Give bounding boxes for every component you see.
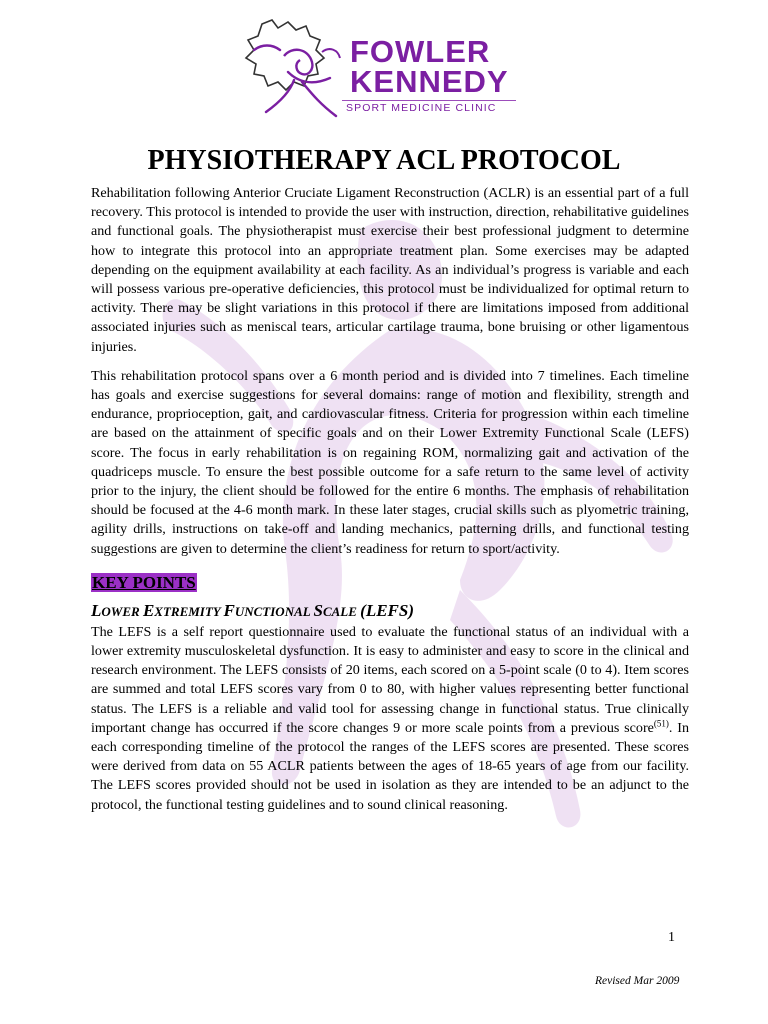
intro-paragraph-2: This rehabilitation protocol spans over a 6 month period and is divided into 7 timelines. Each timeline has goals and exercise suggestions for several domains: range of motion and flexibility, strength and endurance, proprioception, gait, and cardiovascular fitness. Criteria for progression within each timeline are based on the attainment of specific goals and on their Lower Extremity Functional Scale (LEFS) score. The focus in early rehabilitation is on regaining ROM, normalizing gait and activation of the quadriceps muscle. To ensure the best possible outcome for a safe return to the same level of activity prior to the injury, the client should be followed for the entire 6 months. The emphasis of rehabilitation should be focused at the 4-6 month mark. In these later stages, crucial skills such as plyometric training, agility drills, instructions on take-off and landing mechanics, patterning drills, and functional testing suggestions are given to determine the client’s readiness for return to sport/activity. — [91, 367, 689, 557]
key-points-heading — [91, 572, 689, 594]
lefs-paragraph — [91, 623, 689, 815]
logo-name-line2: KENNEDY — [350, 64, 509, 99]
clinic-logo — [232, 16, 522, 126]
logo-subtitle: SPORT MEDICINE CLINIC — [346, 102, 497, 114]
revised-date: Revised Mar 2009 — [595, 975, 680, 987]
key-points-label: KEY POINTS — [92, 572, 196, 592]
lefs-heading-e: E — [142, 600, 155, 620]
lefs-citation: (51) — [653, 718, 669, 729]
lefs-heading-abbr: (LEFS) — [360, 600, 414, 620]
page-number: 1 — [668, 930, 675, 945]
lefs-heading-f: F — [223, 600, 235, 620]
lefs-heading-s: S — [313, 600, 323, 620]
document-body — [91, 184, 689, 815]
leaf-athlete-logo-icon — [232, 16, 352, 124]
lefs-heading — [91, 600, 689, 623]
lefs-paragraph-part2: . In each corresponding timeline of the protocol the ranges of the LEFS scores are presented. These scores were derived from data on 55 ACLR patients between the ages of 18-65 years of age from our facility. The LEFS scores provided should not be used in isolation as they are intended to be an adjunct to the protocol, the functional testing guidelines and to sound clinical reasoning. — [91, 719, 689, 813]
lefs-heading-cale: CALE — [322, 603, 361, 619]
lefs-heading-ower: OWER — [101, 603, 143, 619]
logo-name-line1: FOWLER — [350, 34, 491, 69]
lefs-heading-xtremity: XTREMITY — [154, 603, 224, 619]
page-title: PHYSIOTHERAPY ACL PROTOCOL — [147, 145, 621, 176]
logo-divider — [342, 100, 516, 101]
lefs-heading-unctional: UNCTIONAL — [234, 603, 314, 619]
lefs-paragraph-part1: The LEFS is a self report questionnaire used to evaluate the functional status of an individual with a lower extremity musculoskeletal dysfunction. It is easy to administer and easy to score in the clinical and research environment. The LEFS consists of 20 items, each scored on a 5-point scale (0 to 4). Item scores are summed and total LEFS scores vary from 0 to 80, with higher values representing better functional status. The LEFS is a reliable and valid tool for assessing change in functional status. True clinically important change has occurred if the score changes 9 or more scale points from a previous score — [91, 623, 689, 736]
lefs-heading-l: L — [91, 600, 102, 620]
intro-paragraph-1: Rehabilitation following Anterior Cruciate Ligament Reconstruction (ACLR) is an essential part of a full recovery. This protocol is intended to provide the user with instruction, direction, rehabilitative guidelines and functional goals. The physiotherapist must exercise their best professional judgment to determine how to integrate this protocol into an appropriate treatment plan. Some exercises may be adapted depending on the equipment availability at each facility. As an individual’s progress is variable and each will possess various pre-operative deficiencies, this protocol must be individualized for optimal return to activity. There may be slight variations in this protocol if there are limitations imposed from additional associated injuries such as meniscal tears, articular cartilage trauma, bone bruising or other ligamentous injuries. — [91, 185, 689, 355]
